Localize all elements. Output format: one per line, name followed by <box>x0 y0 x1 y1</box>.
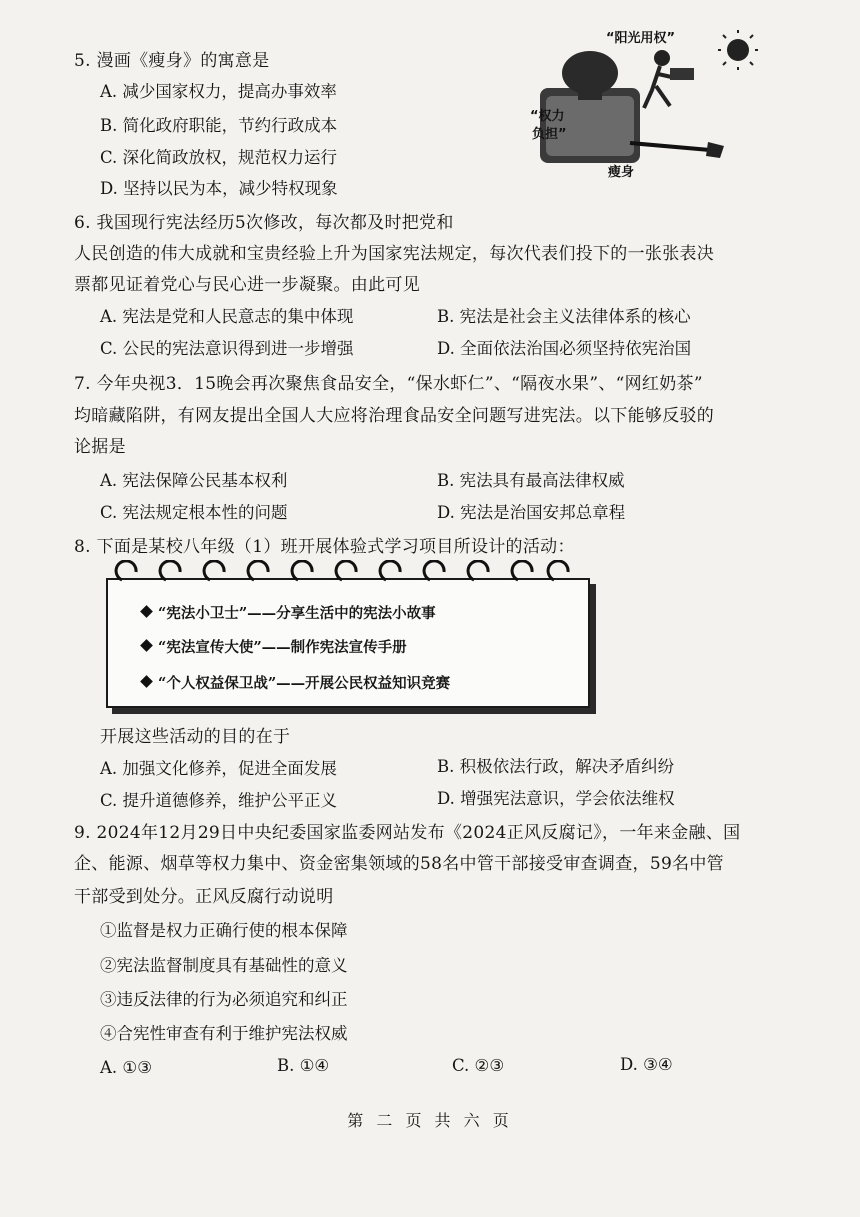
q7-stem-line-1: 7. 今年央视3．15晚会再次聚焦食品安全，“保水虾仁”、“隔夜水果”、“网红奶茶” <box>74 374 703 394</box>
q6-option-c: C. 公民的宪法意识得到进一步增强 <box>100 339 354 358</box>
cartoon-illustration <box>510 28 770 188</box>
cartoon-caption: 瘦身 <box>608 165 635 180</box>
cartoon-slimming <box>510 28 770 188</box>
q9-stem-line-3: 干部受到处分。正风反腐行动说明 <box>74 887 334 907</box>
q9-statement-3: ③违反法律的行为必须追究和纠正 <box>100 990 348 1009</box>
q7-option-a: A. 宪法保障公民基本权利 <box>100 471 288 490</box>
q9-option-d: D. ③④ <box>620 1055 673 1074</box>
q7-stem-line-2: 均暗藏陷阱，有网友提出全国人大应将治理食品安全问题写进宪法。以下能够反驳的 <box>74 406 715 426</box>
q5-option-b: B. 简化政府职能，节约行政成本 <box>100 116 338 135</box>
q6-option-b: B. 宪法是社会主义法律体系的核心 <box>437 307 691 326</box>
q6-stem-line-1: 6. 我国现行宪法经历5次修改，每次都及时把党和 <box>74 213 454 233</box>
q5-option-a: A. 减少国家权力，提高办事效率 <box>100 82 337 101</box>
q9-statement-1: ①监督是权力正确行使的根本保障 <box>100 921 348 940</box>
q5-stem: 5. 漫画《瘦身》的寓意是 <box>74 51 270 71</box>
q9-option-a: A. ①③ <box>100 1058 152 1077</box>
q6-option-a: A. 宪法是党和人民意志的集中体现 <box>100 307 354 326</box>
q7-option-d: D. 宪法是治国安邦总章程 <box>437 503 626 522</box>
q8-followup: 开展这些活动的目的在于 <box>100 727 291 747</box>
q8-option-b: B. 积极依法行政，解决矛盾纠纷 <box>437 757 675 776</box>
cartoon-side-label-2: 负担” <box>532 127 567 142</box>
diamond-bullet-icon <box>140 639 153 652</box>
q9-statement-4: ④合宪性审查有利于维护宪法权威 <box>100 1024 348 1043</box>
q7-stem-line-3: 论据是 <box>74 437 126 457</box>
q6-stem-line-2: 人民创造的伟大成就和宝贵经验上升为国家宪法规定，每次代表们投下的一张张表决 <box>74 244 715 264</box>
q7-option-c: C. 宪法规定根本性的问题 <box>100 503 288 522</box>
cartoon-side-label-1: “权力 <box>530 109 565 124</box>
diamond-bullet-icon <box>140 675 153 688</box>
q9-option-b: B. ①④ <box>277 1056 330 1075</box>
diamond-bullet-icon <box>140 605 153 618</box>
q9-statement-2: ②宪法监督制度具有基础性的意义 <box>100 956 348 975</box>
q8-option-d: D. 增强宪法意识，学会依法维权 <box>437 789 675 808</box>
q5-option-d: D. 坚持以民为本，减少特权现象 <box>100 179 338 198</box>
q8-stem: 8. 下面是某校八年级（1）班开展体验式学习项目所设计的活动： <box>74 537 575 557</box>
activity-item-3: “个人权益保卫战”——开展公民权益知识竞赛 <box>142 672 450 693</box>
q7-option-b: B. 宪法具有最高法律权威 <box>437 471 625 490</box>
activity-item-2: “宪法宣传大使”——制作宪法宣传手册 <box>142 636 407 657</box>
q6-option-d: D. 全面依法治国必须坚持依宪治国 <box>437 339 692 358</box>
q8-option-c: C. 提升道德修养，维护公平正义 <box>100 791 338 810</box>
q9-stem-line-2: 企、能源、烟草等权力集中、资金密集领域的58名中管干部接受审查调查，59名中管 <box>74 854 724 874</box>
q9-option-c: C. ②③ <box>452 1056 505 1075</box>
q9-stem-line-1: 9. 2024年12月29日中央纪委国家监委网站发布《2024正风反腐记》，一年来金融、国 <box>74 823 741 843</box>
q5-option-c: C. 深化简政放权，规范权力运行 <box>100 148 338 167</box>
q8-option-a: A. 加强文化修养，促进全面发展 <box>100 759 337 778</box>
q6-stem-line-3: 票都见证着党心与民心进一步凝聚。由此可见 <box>74 275 420 295</box>
spiral-binding-icon <box>108 560 588 592</box>
cartoon-top-label: “阳光用权” <box>606 31 676 46</box>
page-footer: 第 二 页 共 六 页 <box>347 1111 513 1130</box>
activity-notebook <box>106 578 590 708</box>
activity-item-1: “宪法小卫士”——分享生活中的宪法小故事 <box>142 602 436 623</box>
